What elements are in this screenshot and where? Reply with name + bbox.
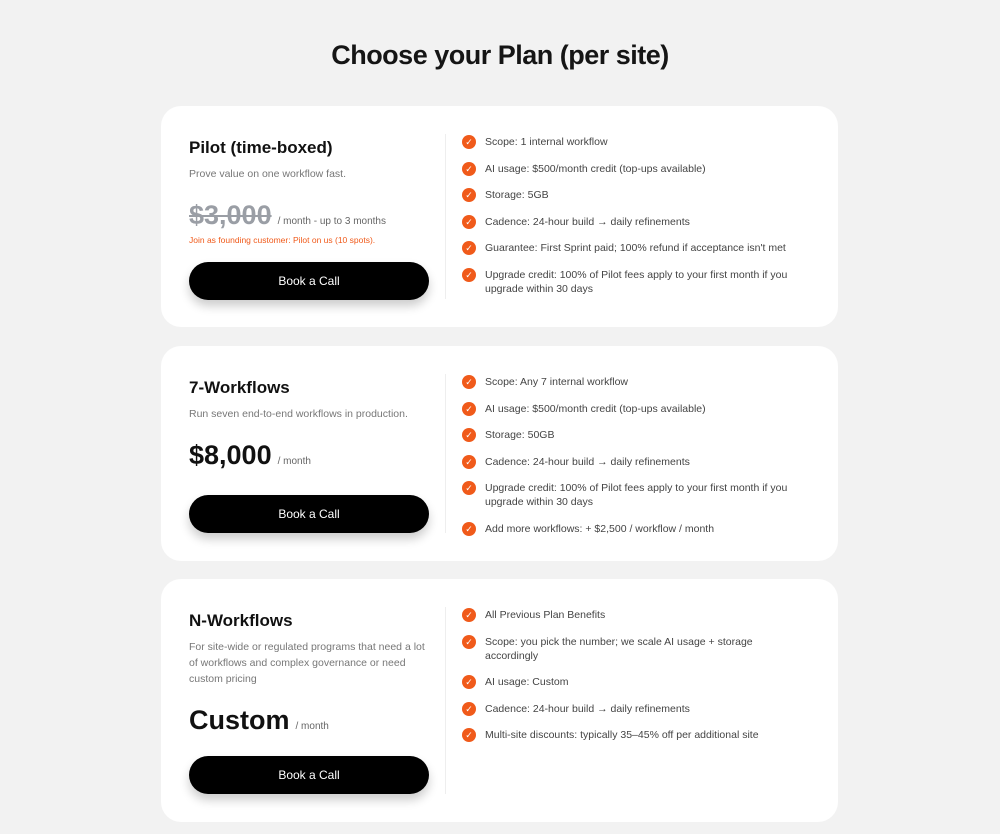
plan-card-pilot xyxy=(161,106,838,327)
feature-text: Add more workflows: + $2,500 / workflow / month xyxy=(485,522,715,535)
feature-item xyxy=(462,522,838,536)
feature-text: AI usage: Custom xyxy=(485,676,569,688)
check-icon: ✓ xyxy=(462,608,476,622)
check-icon: ✓ xyxy=(462,702,476,716)
feature-text: Upgrade credit: 100% of Pilot fees apply to your first month if you upgrade within 30 days xyxy=(485,268,788,295)
plan-subtitle: For site-wide or regulated programs that need a lot of workflows and complex governance or need custom pricing xyxy=(189,641,425,685)
feature-item xyxy=(462,188,838,202)
feature-item xyxy=(462,728,838,742)
feature-item xyxy=(462,215,838,229)
feature-item xyxy=(462,675,838,689)
plan-summary xyxy=(161,374,446,533)
check-icon: ✓ xyxy=(462,428,476,442)
plan-subtitle: Prove value on one workflow fast. xyxy=(189,168,346,180)
check-icon: ✓ xyxy=(462,728,476,742)
check-icon: ✓ xyxy=(462,455,476,469)
feature-item xyxy=(462,455,838,469)
feature-item xyxy=(462,268,838,296)
check-icon: ✓ xyxy=(462,215,476,229)
feature-text: Scope: Any 7 internal workflow xyxy=(485,376,628,388)
book-call-button[interactable]: Book a Call xyxy=(189,262,429,300)
feature-text: Scope: 1 internal workflow xyxy=(485,136,608,148)
feature-list xyxy=(446,579,838,822)
plan-card-n-workflows xyxy=(161,579,838,822)
check-icon: ✓ xyxy=(462,188,476,202)
feature-item xyxy=(462,241,838,255)
feature-text: AI usage: $500/month credit (top-ups available) xyxy=(485,162,706,175)
feature-item xyxy=(462,428,838,442)
feature-list xyxy=(446,106,838,327)
check-icon: ✓ xyxy=(462,402,476,416)
feature-text: Scope: you pick the number; we scale AI usage + storage accordingly xyxy=(485,635,753,662)
plan-price: Custom xyxy=(189,705,290,735)
check-icon: ✓ xyxy=(462,375,476,389)
book-call-button[interactable]: Book a Call xyxy=(189,495,429,533)
plan-name: 7-Workflows xyxy=(189,378,290,397)
check-icon: ✓ xyxy=(462,675,476,689)
feature-item xyxy=(462,608,838,622)
feature-item xyxy=(462,375,838,389)
feature-text: Upgrade credit: 100% of Pilot fees apply to your first month if you upgrade within 30 days xyxy=(485,482,788,508)
feature-item xyxy=(462,162,838,176)
plan-name: N-Workflows xyxy=(189,611,293,630)
feature-text: Cadence: 24-hour build → daily refinements xyxy=(485,455,690,468)
feature-text: Guarantee: First Sprint paid; 100% refund if acceptance isn't met xyxy=(485,242,786,254)
feature-item xyxy=(462,635,838,663)
feature-text: Storage: 50GB xyxy=(485,429,555,441)
check-icon: ✓ xyxy=(462,522,476,536)
plan-price: $8,000 xyxy=(189,440,272,470)
feature-text: Storage: 5GB xyxy=(485,189,549,201)
plan-price: $3,000 xyxy=(189,200,272,230)
plan-card-7-workflows xyxy=(161,346,838,561)
feature-list xyxy=(446,346,838,561)
feature-text: Cadence: 24-hour build → daily refinements xyxy=(485,702,690,715)
feature-item xyxy=(462,481,838,509)
check-icon: ✓ xyxy=(462,135,476,149)
plan-summary xyxy=(161,134,446,299)
feature-text: All Previous Plan Benefits xyxy=(485,609,606,621)
feature-item xyxy=(462,702,838,716)
plan-period: / month xyxy=(277,456,311,467)
feature-text: AI usage: $500/month credit (top-ups available) xyxy=(485,402,706,415)
promo-note: Join as founding customer: Pilot on us (10 spots). xyxy=(189,235,376,245)
plan-name: Pilot (time-boxed) xyxy=(189,138,333,157)
feature-item xyxy=(462,402,838,416)
check-icon: ✓ xyxy=(462,481,476,495)
feature-text: Cadence: 24-hour build → daily refinements xyxy=(485,215,690,228)
check-icon: ✓ xyxy=(462,241,476,255)
plan-subtitle: Run seven end-to-end workflows in production. xyxy=(189,408,408,420)
feature-text: Multi-site discounts: typically 35–45% off per additional site xyxy=(485,729,759,741)
check-icon: ✓ xyxy=(462,635,476,649)
book-call-button[interactable]: Book a Call xyxy=(189,756,429,794)
plan-period: / month xyxy=(295,721,329,732)
check-icon: ✓ xyxy=(462,162,476,176)
check-icon: ✓ xyxy=(462,268,476,282)
feature-item xyxy=(462,135,838,149)
page-title: Choose your Plan (per site) xyxy=(331,40,669,70)
plan-period: / month - up to 3 months xyxy=(277,216,386,227)
plan-summary xyxy=(161,607,446,794)
